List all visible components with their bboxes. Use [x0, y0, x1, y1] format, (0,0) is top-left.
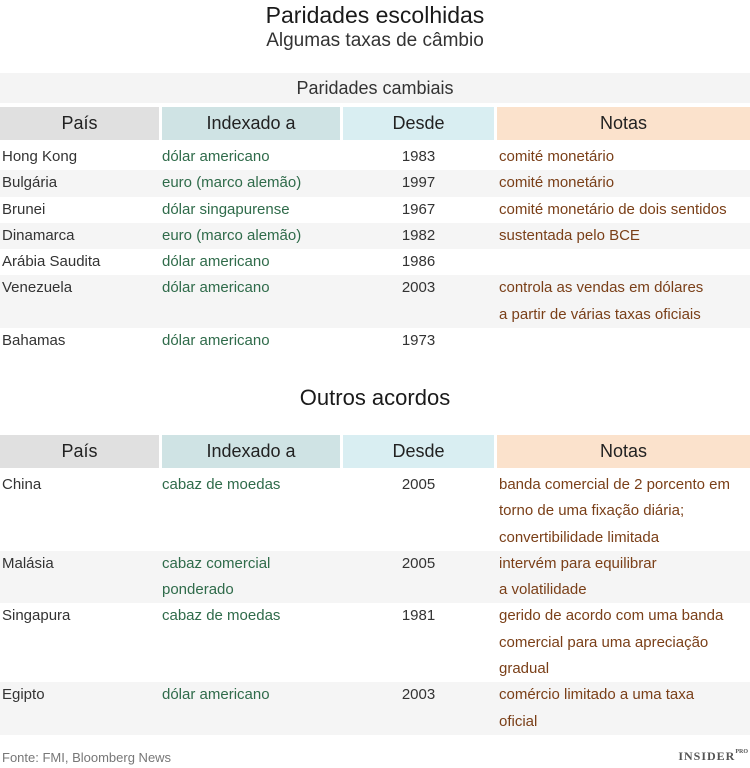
cell-desde: 2003: [401, 279, 436, 297]
cell-notas: comercial para uma apreciação: [499, 633, 709, 651]
cell-desde: 2003: [401, 686, 436, 704]
cell-desde: 1997: [401, 174, 436, 192]
cell-desde: 1973: [401, 332, 436, 350]
cell-desde: 1981: [401, 607, 436, 625]
column-header-desde: Desde: [343, 435, 494, 468]
cell-notas: gradual: [499, 660, 550, 678]
column-header-indexado: Indexado a: [162, 107, 340, 140]
table-row: [0, 551, 750, 604]
cell-indexado: dólar singapurense: [162, 200, 290, 218]
column-header-pais: País: [0, 435, 159, 468]
table-paridades-cambiais: [0, 144, 750, 354]
table-row: [0, 197, 750, 223]
cell-pais: Singapura: [2, 607, 71, 625]
cell-notas: banda comercial de 2 porcento em: [499, 476, 730, 493]
cell-pais: Arábia Saudita: [2, 253, 101, 271]
page-subtitle: Algumas taxas de câmbio: [266, 30, 484, 51]
cell-desde: 2005: [401, 554, 436, 572]
insider-pro-logo: [678, 749, 748, 764]
cell-notas: a volatilidade: [499, 581, 587, 599]
cell-pais: Egipto: [2, 686, 45, 704]
cell-indexado: dólar americano: [162, 279, 270, 297]
column-header-indexado: Indexado a: [162, 435, 340, 468]
cell-notas: convertibilidade limitada: [499, 528, 660, 546]
cell-indexado: cabaz comercial: [162, 554, 271, 572]
table-outros-acordos: [0, 472, 750, 735]
cell-indexado: cabaz de moedas: [162, 476, 281, 493]
cell-pais: China: [2, 476, 42, 493]
column-header-notas: Notas: [497, 435, 750, 468]
column-header-notas: Notas: [497, 107, 750, 140]
column-header-pais: País: [0, 107, 159, 140]
table-row: [0, 223, 750, 249]
cell-desde: 1986: [401, 253, 436, 271]
cell-notas: intervém para equilibrar: [499, 554, 657, 572]
page-title: Paridades escolhidas: [265, 2, 485, 28]
logo-sup: PRO: [735, 749, 748, 755]
cell-notas: sustentada pelo BCE: [499, 226, 640, 244]
source-note: Fonte: FMI, Bloomberg News: [2, 750, 172, 765]
cell-notas: oficial: [499, 712, 538, 730]
cell-indexado: dólar americano: [162, 148, 270, 165]
cell-indexado: cabaz de moedas: [162, 607, 281, 625]
table-row: [0, 682, 750, 735]
table-header-outros: [0, 435, 750, 468]
cell-desde: 1983: [401, 148, 436, 165]
cell-notas: gerido de acordo com uma banda: [499, 607, 724, 625]
cell-notas: comité monetário: [499, 174, 615, 192]
table-row: [0, 603, 750, 682]
table-row: [0, 275, 750, 328]
cell-indexado: euro (marco alemão): [162, 226, 302, 244]
table-header-paridades: [0, 107, 750, 140]
cell-indexado: euro (marco alemão): [162, 174, 302, 192]
cell-indexado: dólar americano: [162, 686, 270, 704]
cell-indexado: dólar americano: [162, 253, 270, 271]
cell-notas: torno de uma fixação diária;: [499, 502, 685, 520]
logo-text: INSIDER: [678, 749, 736, 763]
cell-desde: 2005: [401, 476, 436, 493]
cell-pais: Dinamarca: [2, 226, 75, 244]
cell-desde: 1967: [401, 200, 436, 218]
table-row: [0, 144, 750, 170]
cell-indexado: ponderado: [162, 581, 234, 599]
cell-indexado: dólar americano: [162, 332, 270, 350]
cell-notas: comércio limitado a uma taxa: [499, 686, 695, 704]
cell-desde: 1982: [401, 226, 436, 244]
section-title-outros: Outros acordos: [299, 385, 451, 410]
cell-notas: controla as vendas em dólares: [499, 279, 704, 297]
cell-notas: comité monetário de dois sentidos: [499, 200, 727, 218]
cell-pais: Malásia: [2, 554, 54, 572]
cell-pais: Brunei: [2, 200, 46, 218]
table-row: [0, 328, 750, 354]
cell-pais: Hong Kong: [2, 148, 78, 165]
table-row: [0, 472, 750, 551]
table-row: [0, 170, 750, 196]
section-title-paridades: Paridades cambiais: [0, 73, 750, 103]
cell-pais: Bahamas: [2, 332, 66, 350]
cell-pais: Bulgária: [2, 174, 58, 192]
cell-pais: Venezuela: [2, 279, 73, 297]
table-row: [0, 249, 750, 275]
cell-notas: comité monetário: [499, 148, 615, 165]
cell-notas: a partir de várias taxas oficiais: [499, 305, 701, 323]
column-header-desde: Desde: [343, 107, 494, 140]
